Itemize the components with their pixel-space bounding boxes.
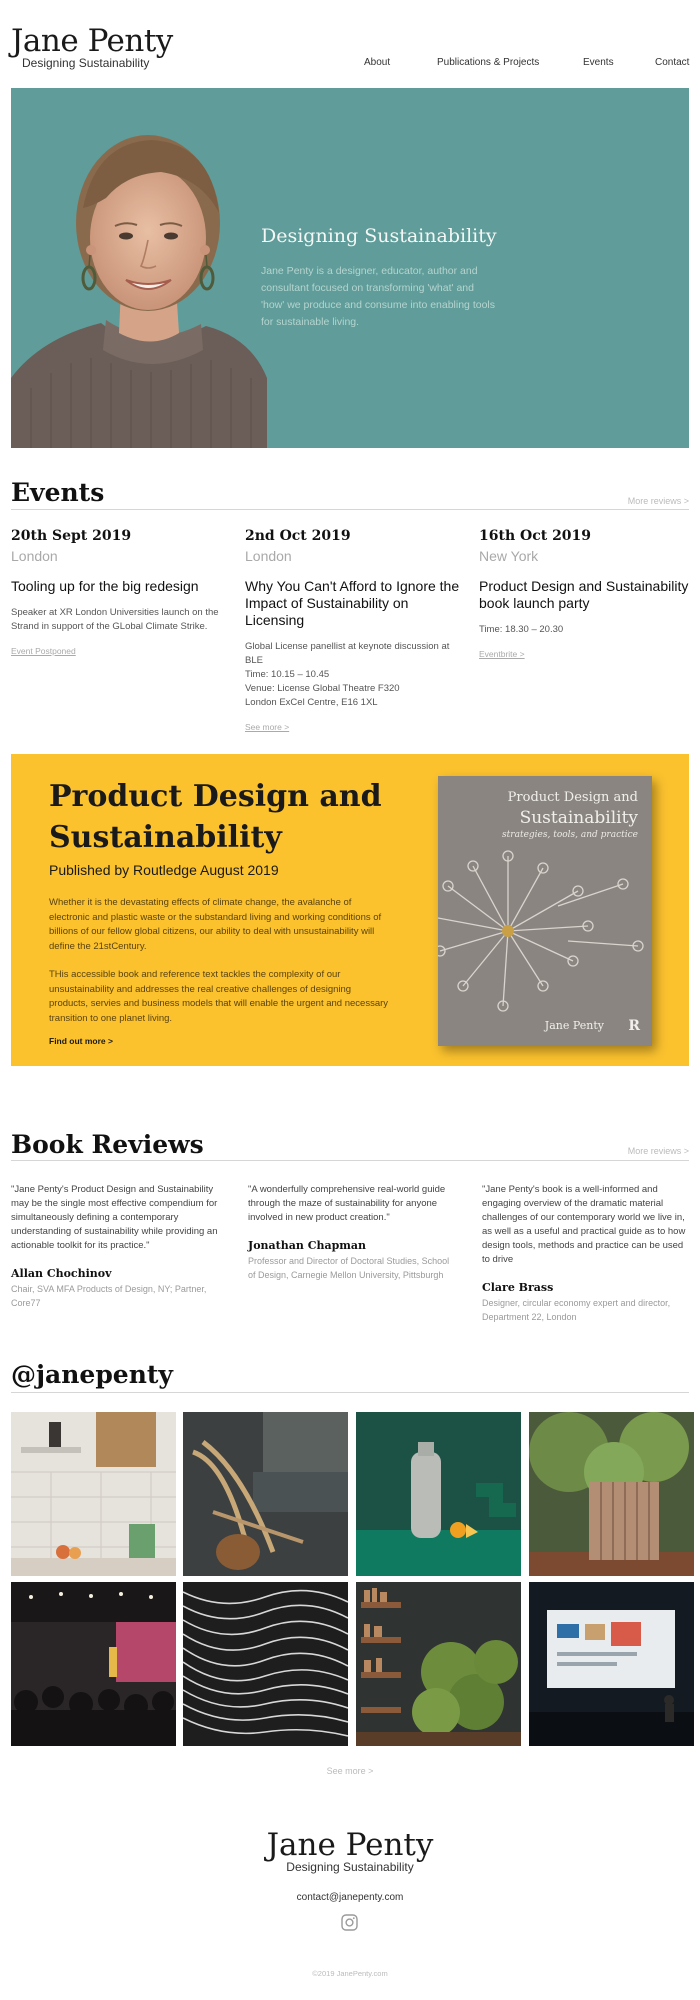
- find-out-more-link[interactable]: Find out more >: [49, 1036, 113, 1046]
- instagram-grid: [11, 1412, 689, 1746]
- events-divider: [11, 509, 689, 510]
- bookshelf-greenery-photo[interactable]: [356, 1582, 521, 1746]
- instagram-heading: @janepenty: [11, 1360, 173, 1389]
- event-description: [245, 640, 465, 710]
- book-author: Jane Penty: [544, 1019, 604, 1032]
- reviewer-role: Chair, SVA MFA Products of Design, NY; Partner, Core77: [11, 1284, 207, 1308]
- book-promo: [11, 754, 689, 1066]
- events-heading: Events: [11, 478, 105, 507]
- book-title-line2: Sustainability: [519, 808, 638, 828]
- instagram-divider: [11, 1392, 689, 1393]
- event-link[interactable]: Event Postponed: [11, 646, 76, 656]
- event-card: [245, 528, 465, 735]
- reviews-divider: [11, 1160, 689, 1161]
- events-more-link[interactable]: More reviews >: [627, 496, 689, 506]
- wooden-planter-photo[interactable]: [529, 1412, 694, 1576]
- review-card: [11, 1183, 221, 1310]
- event-title: Product Design and Sustainability book launch party: [479, 578, 689, 611]
- reviewer-name: Jonathan Chapman: [248, 1239, 367, 1252]
- promo-title: Product Design and Sustainability: [49, 779, 382, 855]
- nav-events[interactable]: Events: [583, 57, 614, 68]
- bottle-and-orange-photo[interactable]: [356, 1412, 521, 1576]
- reviewer-role: Designer, circular economy expert and director, Department 22, London: [482, 1298, 671, 1322]
- logo-title: Jane Penty: [11, 23, 173, 59]
- event-date: 20th Sept 2019: [11, 528, 132, 544]
- dandelion-illustration: [438, 846, 652, 1016]
- conference-audience-photo[interactable]: [11, 1582, 176, 1746]
- review-card: [248, 1183, 458, 1282]
- kitchen-shelf-photo[interactable]: [11, 1412, 176, 1576]
- event-title: Why You Can't Afford to Ignore the Impact of Sustainability on Licensing: [245, 578, 460, 628]
- nav-about[interactable]: About: [364, 57, 391, 68]
- event-desc-line: London ExCel Centre, E16 1XL: [245, 697, 378, 708]
- book-tagline: strategies, tools, and practice: [502, 830, 638, 840]
- event-desc-line: Venue: License Global Theatre F320: [245, 683, 400, 694]
- publisher-logo: R: [628, 1018, 640, 1034]
- wooden-chair-photo[interactable]: [183, 1412, 348, 1576]
- reviews-more-link[interactable]: More reviews >: [627, 1146, 689, 1156]
- review-quote: "Jane Penty's book is a well-informed and engaging overview of the dramatic material challenges of our contemporary world we live in, as well as a useful and practical guide as to how design tools, methods and practice can be used to drive: [482, 1184, 686, 1265]
- footer-logo-subtitle: Designing Sustainability: [286, 1860, 414, 1874]
- nav-publications[interactable]: Publications & Projects: [437, 57, 540, 68]
- nav-contact[interactable]: Contact: [655, 57, 690, 68]
- event-card: [11, 528, 231, 659]
- main-nav: [0, 57, 700, 73]
- hero-title: Designing Sustainability: [261, 225, 497, 247]
- event-card: [479, 528, 699, 662]
- footer-email-link[interactable]: contact@janepenty.com: [296, 1892, 404, 1903]
- reviewer-name: Clare Brass: [482, 1281, 554, 1294]
- footer-logo-title: Jane Penty: [266, 1827, 434, 1863]
- event-date: 16th Oct 2019: [479, 528, 592, 544]
- event-link[interactable]: Eventbrite >: [479, 649, 525, 659]
- footer-logo[interactable]: [0, 1828, 700, 1874]
- promo-subtitle: Published by Routledge August 2019: [49, 862, 279, 878]
- reviewer-name: Allan Chochinov: [11, 1267, 112, 1280]
- logo-subtitle: Designing Sustainability: [22, 56, 150, 70]
- hero-banner: [11, 88, 689, 448]
- presentation-screen-photo[interactable]: [529, 1582, 694, 1746]
- event-description: [11, 606, 231, 634]
- reviews-heading: Book Reviews: [11, 1130, 204, 1159]
- instagram-see-more-link[interactable]: See more >: [326, 1766, 374, 1776]
- event-desc-line: Time: 10.15 – 10.45: [245, 669, 330, 680]
- event-city: London: [11, 548, 58, 564]
- portrait-photo: [11, 88, 267, 448]
- event-link[interactable]: See more >: [245, 722, 290, 732]
- event-city: New York: [479, 548, 539, 564]
- review-quote: "Jane Penty's Product Design and Sustainability may be the single most effective compendium for simultaneously defining a contemporary understanding of sustainability while providing an actionable toolkit for its practice.": [11, 1184, 218, 1251]
- book-title-line1: Product Design and: [507, 790, 638, 805]
- review-card: [482, 1183, 692, 1324]
- book-cover[interactable]: [438, 776, 652, 1046]
- copyright-text: ©2019 JanePenty.com: [312, 1969, 388, 1978]
- event-desc-line: Global License panellist at keynote discussion at BLE: [245, 641, 450, 666]
- event-description: [479, 623, 699, 637]
- review-quote: "A wonderfully comprehensive real-world guide through the maze of sustainability for anyone involved in new product creation.": [248, 1184, 446, 1223]
- event-city: London: [245, 548, 292, 564]
- reviewer-role: Professor and Director of Doctoral Studies, School of Design, Carnegie Mellon University, Pittsburgh: [248, 1256, 450, 1280]
- promo-paragraph: THis accessible book and reference text tackles the complexity of our unsustainability and addresses the real creative challenges of designing products, servies and business models that will enable the urgent and necessary transition to one planet living.: [49, 969, 389, 1024]
- event-date: 2nd Oct 2019: [245, 528, 351, 544]
- site-header: [0, 0, 700, 88]
- event-title: Tooling up for the big redesign: [11, 578, 199, 594]
- event-desc-line: Speaker at XR London Universities launch on the Strand in support of the GLobal Climate Strike.: [11, 607, 219, 632]
- event-desc-line: Time: 18.30 – 20.30: [479, 624, 564, 635]
- wave-pattern-photo[interactable]: [183, 1582, 348, 1746]
- instagram-icon[interactable]: [341, 1914, 358, 1931]
- hero-intro-text: Jane Penty is a designer, educator, author and consultant focused on transforming 'what' and 'how' we produce and consume into enabling tools for sustainable living.: [261, 265, 495, 328]
- promo-paragraph: Whether it is the devastating effects of climate change, the avalanche of electronic and plastic waste or the substandard living and working conditions of billions of our fellow global citizens, our ability to deal with unsustainability will define the 21stCentury.: [49, 897, 382, 952]
